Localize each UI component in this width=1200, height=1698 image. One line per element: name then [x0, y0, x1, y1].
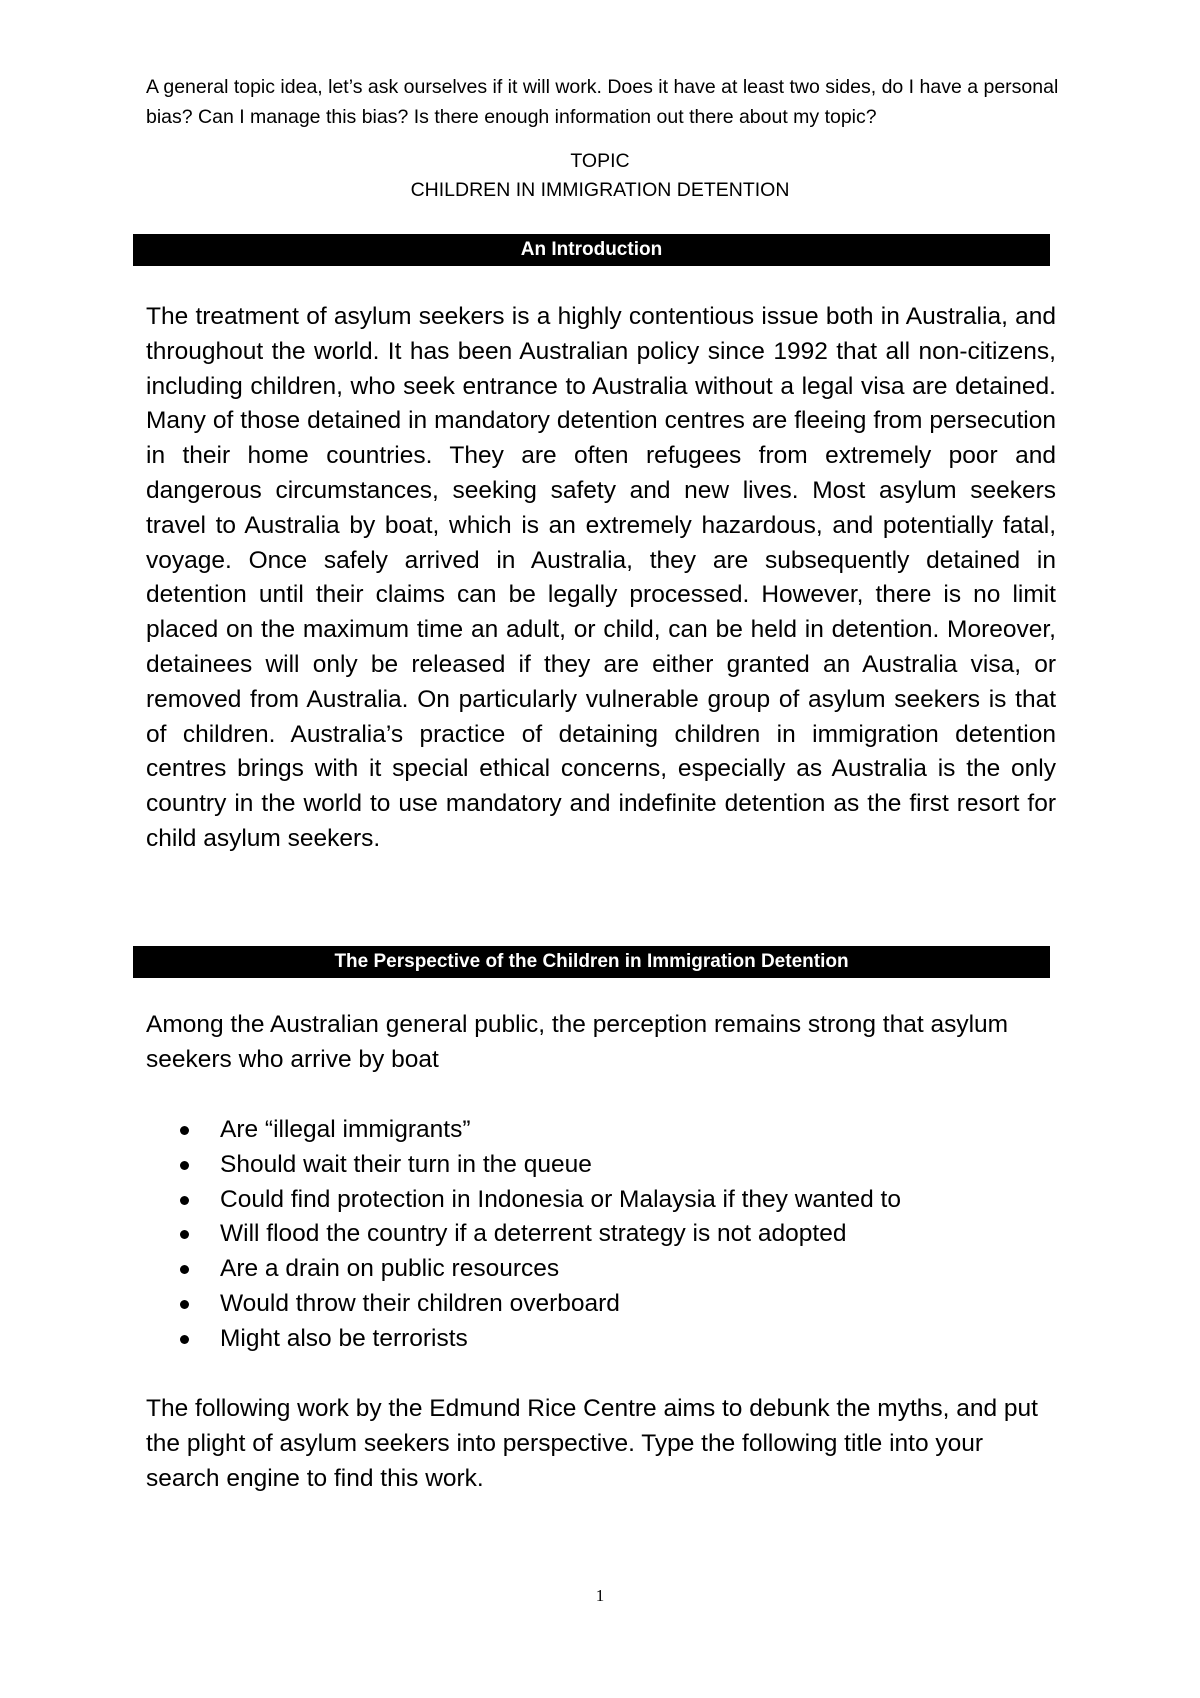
list-item	[146, 1148, 1046, 1183]
list-item	[146, 1322, 1046, 1357]
perspective-lead-paragraph: Among the Australian general public, the perception remains strong that asylum seekers who arrive by boat	[146, 1011, 1009, 1073]
myth-bullet-list	[146, 1113, 1046, 1357]
list-item-text: Will flood the country if a deterrent strategy is not adopted	[220, 1220, 847, 1248]
list-item-text: Would throw their children overboard	[220, 1289, 620, 1317]
list-item-text: Are “illegal immigrants”	[220, 1116, 471, 1143]
bullet-icon	[180, 1265, 189, 1274]
page-number: 1	[595, 1586, 605, 1605]
bullet-icon	[180, 1230, 189, 1239]
list-item	[146, 1217, 1046, 1252]
header-note: A general topic idea, let’s ask ourselves if it will work. Does it have at least two sides, do I have a personal bias? Can I manage this bias? Is there enough information out there about my topic?	[146, 76, 1059, 128]
bullet-icon	[180, 1126, 189, 1135]
list-item-text: Are a drain on public resources	[220, 1255, 560, 1283]
introduction-paragraph: The treatment of asylum seekers is a highly contentious issue both in Australia, and throughout the world. It has been Australian policy since 1992 that all non-citizens, including children, who seek entrance to Australia without a legal visa are detained. Many of those detained in mandatory detention centres are fleeing from persecution in their home countries. They are often refugees from extremely poor and dangerous circumstances, seeking safety and new lives. Most asylum seekers travel to Australia by boat, which is an extremely hazardous, and potentially fatal, voyage. Once safely arrived in Australia, they are subsequently detained in detention until their claims can be legally processed. However, there is no limit placed on the maximum time an adult, or child, can be held in detention. Moreover, detainees will only be released if they are either granted an Australia visa, or removed from Australia. On particularly vulnerable group of asylum seekers is that of children. Australia’s practice of detaining children in immigration detention centres brings with it special ethical concerns, especially as Australia is the only country in the world to use mandatory and indefinite detention as the first resort for child asylum seekers.	[146, 303, 1056, 852]
list-item-text: Should wait their turn in the queue	[220, 1150, 592, 1178]
list-item-text: Might also be terrorists	[220, 1324, 468, 1352]
bullet-icon	[180, 1300, 189, 1309]
closing-paragraph: The following work by the Edmund Rice Centre aims to debunk the myths, and put the plight of asylum seekers into perspective. Type the following title into your search engine to find this work.	[146, 1395, 1038, 1492]
bullet-icon	[180, 1335, 189, 1344]
list-item-text: Could find protection in Indonesia or Malaysia if they wanted to	[220, 1185, 901, 1213]
topic-label: TOPIC	[570, 150, 630, 172]
bullet-icon	[180, 1161, 189, 1170]
list-item	[146, 1252, 1046, 1287]
topic-title: CHILDREN IN IMMIGRATION DETENTION	[410, 179, 790, 201]
list-item	[146, 1183, 1046, 1218]
list-item	[146, 1113, 1046, 1148]
bullet-icon	[180, 1196, 189, 1205]
introduction-heading: An Introduction	[133, 234, 1050, 266]
list-item	[146, 1287, 1046, 1322]
perspective-heading: The Perspective of the Children in Immigration Detention	[133, 946, 1050, 978]
